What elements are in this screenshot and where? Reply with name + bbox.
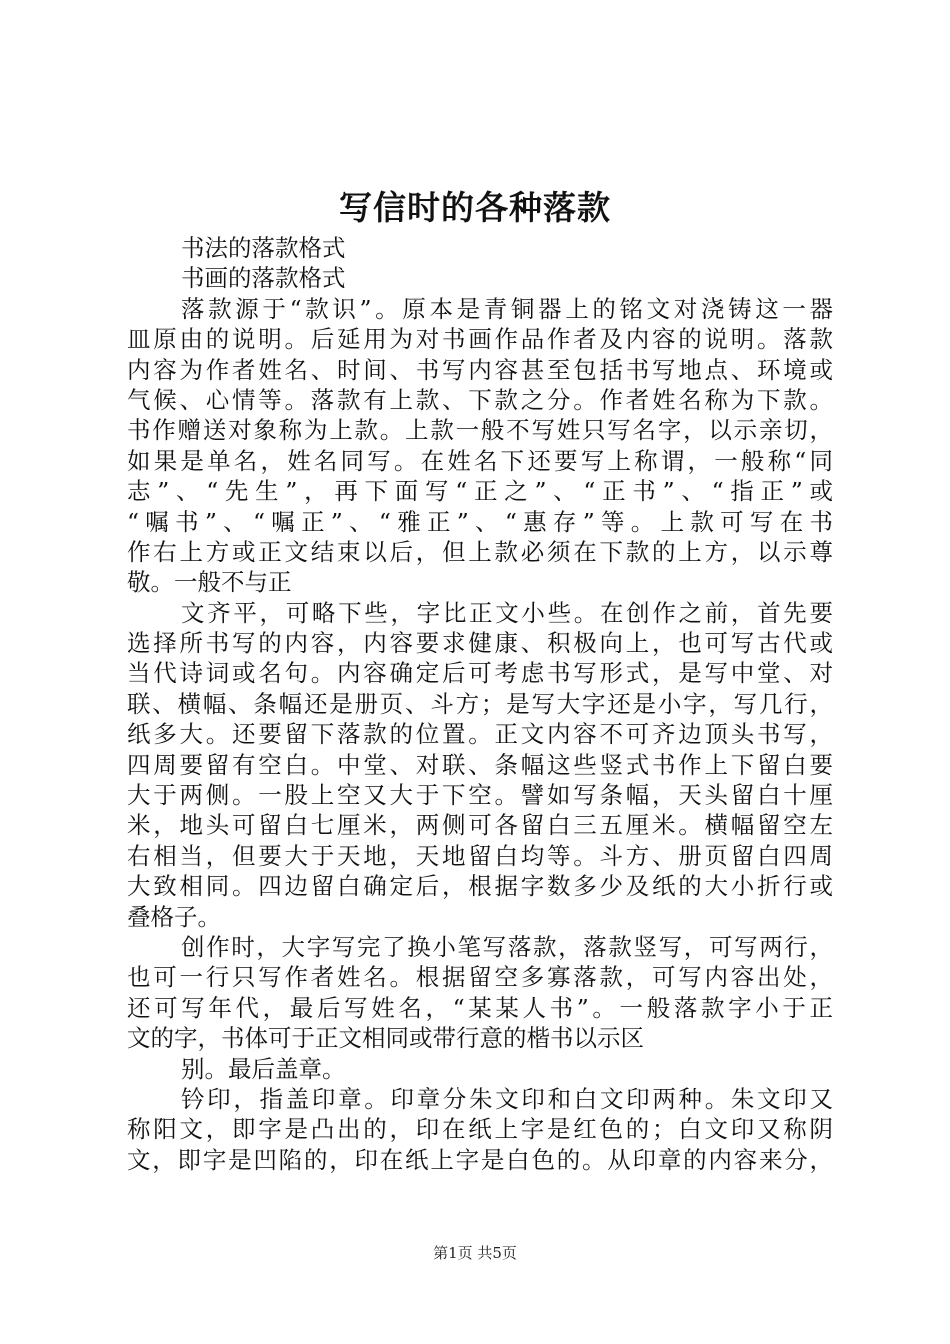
paragraph-line: 叠格子。 — [127, 902, 221, 931]
paragraph-line: 大于两侧。一股上空又大于下空。譬如写条幅，天头留白十厘 — [127, 781, 833, 810]
paragraph-line: 还可写年代，最后写姓名，“某某人书”。一般落款字小于正 — [127, 993, 833, 1022]
paragraph-line: 落款源于“款识”。原本是青铜器上的铭文对浇铸这一器 — [181, 294, 833, 323]
paragraph-line: 大致相同。四边留白确定后，根据字数多少及纸的大小折行或 — [127, 872, 833, 901]
document-body — [127, 233, 833, 1175]
paragraph-line: 也可一行只写作者姓名。根据留空多寡落款，可写内容出处， — [127, 963, 833, 992]
paragraph-line: 敬。一般不与正 — [127, 568, 292, 597]
paragraph-line: 作右上方或正文结束以后，但上款必须在下款的上方，以示尊 — [127, 537, 833, 566]
paragraph-line: 皿原由的说明。后延用为对书画作品作者及内容的说明。落款 — [127, 325, 833, 354]
paragraph-line: 称阳文，即字是凸出的，印在纸上字是红色的；白文印又称阴 — [127, 1115, 833, 1144]
paragraph-line: 四周要留有空白。中堂、对联、条幅这些竖式书作上下留白要 — [127, 750, 833, 779]
page-footer: 第1页 共5页 — [433, 1244, 517, 1262]
paragraph-line: “嘱书”、“嘱正”、“雅正”、“惠存”等。上款可写在书 — [127, 507, 833, 536]
paragraph-line: 书作赠送对象称为上款。上款一般不写姓只写名字，以示亲切， — [127, 416, 833, 445]
paragraph-line: 文的字，书体可于正文相同或带行意的楷书以示区 — [127, 1024, 644, 1053]
paragraph-line: 书法的落款格式 — [181, 234, 346, 262]
paragraph-line: 内容为作者姓名、时间、书写内容甚至包括书写地点、环境或 — [127, 355, 833, 384]
paragraph-line: 文齐平，可略下些，字比正文小些。在创作之前，首先要 — [181, 598, 833, 627]
paragraph-line: 文，即字是凹陷的，印在纸上字是白色的。从印章的内容来分， — [127, 1145, 833, 1174]
paragraph-line: 钤印，指盖印章。印章分朱文印和白文印两种。朱文印又 — [181, 1084, 833, 1113]
paragraph-line: 选择所书写的内容，内容要求健康、积极向上，也可写古代或 — [127, 629, 833, 658]
paragraph-line: 如果是单名，姓名同写。在姓名下还要写上称谓，一般称“同 — [127, 446, 833, 475]
paragraph-line: 气候、心情等。落款有上款、下款之分。作者姓名称为下款。 — [127, 385, 833, 414]
document-title: 写信时的各种落款 — [339, 188, 611, 227]
paragraph-line: 右相当，但要大于天地，天地留白均等。斗方、册页留白四周 — [127, 841, 833, 870]
paragraph-line: 纸多大。还要留下落款的位置。正文内容不可齐边顶头书写， — [127, 720, 833, 749]
paragraph-line: 联、横幅、条幅还是册页、斗方；是写大字还是小字，写几行， — [127, 689, 833, 718]
paragraph-line: 别。最后盖章。 — [181, 1054, 346, 1083]
paragraph-line: 米，地头可留白七厘米，两侧可各留白三五厘米。横幅留空左 — [127, 811, 833, 840]
paragraph-line: 志”、“先生”，再下面写“正之”、“正书”、“指正”或 — [127, 477, 833, 506]
paragraph-line: 书画的落款格式 — [181, 264, 346, 293]
paragraph-line: 当代诗词或名句。内容确定后可考虑书写形式，是写中堂、对 — [127, 659, 833, 688]
paragraph-line: 创作时，大字写完了换小笔写落款，落款竖写，可写两行， — [181, 932, 833, 961]
